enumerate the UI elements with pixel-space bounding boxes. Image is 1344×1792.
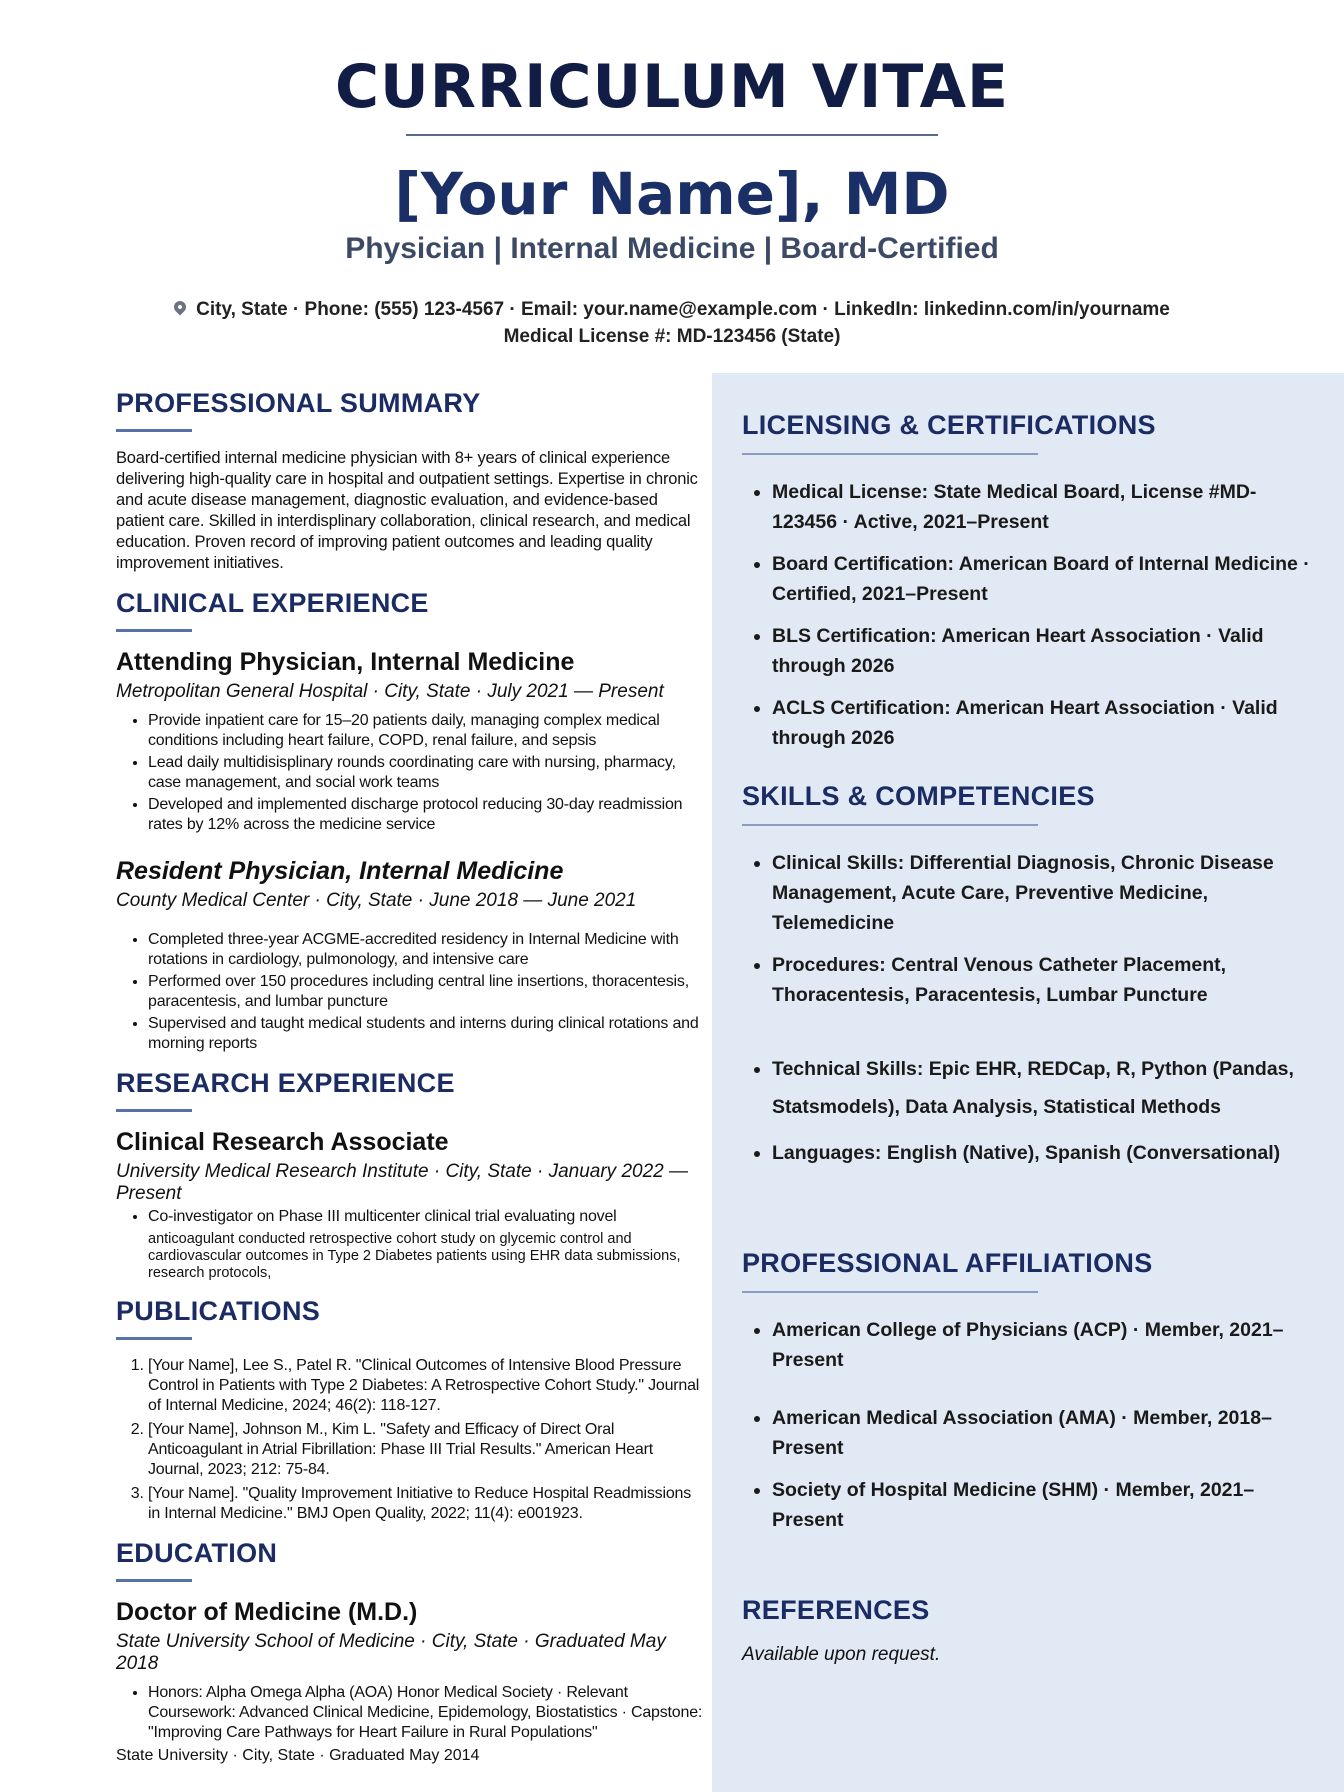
section-rule [742, 453, 1038, 455]
list-item: 3. [Your Name]. "Quality Improvement Initiative to Reduce Hospital Readmissions in Internal Medicine." BMJ Open Quality, 2022; 11(4): e001923. [148, 1484, 706, 1524]
licensing-list [742, 477, 1312, 753]
research-section [116, 1068, 706, 1282]
undergrad-line: State University · City, State · Graduated May 2014 [116, 1747, 480, 1764]
job-title: Resident Physician, Internal Medicine [116, 857, 564, 885]
section-rule [116, 1109, 192, 1112]
section-rule [116, 629, 192, 632]
licensing-section [742, 410, 1312, 753]
list-item: • Medical License: State Medical Board, License #MD-123456 · Active, 2021–Present [772, 477, 1312, 537]
skills-section [742, 781, 1312, 1168]
degree-title: Doctor of Medicine (M.D.) [116, 1598, 418, 1626]
list-item: • Clinical Skills: Differential Diagnosis, Chronic Disease Management, Acute Care, Preventive Medicine, Telemedicine [772, 848, 1312, 938]
contact-block [0, 296, 1344, 350]
job-meta: Metropolitan General Hospital · City, State · July 2021 — Present [116, 681, 664, 702]
section-rule [116, 1337, 192, 1340]
job-title: Clinical Research Associate [116, 1128, 449, 1156]
education-bullets [116, 1683, 706, 1743]
section-rule [116, 429, 192, 432]
list-item: • BLS Certification: American Heart Association · Valid through 2026 [772, 621, 1312, 681]
publication-list [116, 1356, 706, 1524]
list-item: • Technical Skills: Epic EHR, REDCap, R, Python (Pandas, Statsmodels), Data Analysis, Statistical Methods [772, 1050, 1312, 1126]
list-item: • Lead daily multidisisplinary rounds coordinating care with nursing, pharmacy, case management, and social work teams [148, 753, 706, 793]
skills-list [742, 848, 1312, 1168]
list-item: • Society of Hospital Medicine (SHM) · Member, 2021–Present [772, 1475, 1312, 1535]
job-entry [116, 648, 706, 835]
list-item: • Supervised and taught medical students and interns during clinical rotations and morning reports [148, 1014, 706, 1054]
summary-heading: PROFESSIONAL SUMMARY [116, 388, 481, 418]
summary-section [116, 388, 706, 574]
candidate-tagline: Physician | Internal Medicine | Board-Certified [345, 232, 999, 265]
skills-heading: SKILLS & COMPETENCIES [742, 781, 1095, 811]
main-column [116, 388, 706, 1765]
research-heading: RESEARCH EXPERIENCE [116, 1068, 455, 1098]
section-rule [116, 1579, 192, 1582]
list-item: • ACLS Certification: American Heart Association · Valid through 2026 [772, 693, 1312, 753]
contact-line [0, 296, 1344, 323]
publications-heading: PUBLICATIONS [116, 1296, 321, 1326]
list-item: • Honors: Alpha Omega Alpha (AOA) Honor Medical Society · Relevant Coursework: Advanced Clinical Medicine, Epidemology, Biostatistics · Capstone: "Improving Care Pathways for Heart Failure in Rural Populations" [148, 1683, 706, 1743]
job-meta: County Medical Center · City, State · June 2018 — June 2021 [116, 890, 637, 911]
references-section [742, 1595, 1312, 1666]
affiliations-list [742, 1315, 1312, 1535]
list-item: • American College of Physicians (ACP) · Member, 2021–Present [772, 1315, 1312, 1375]
affiliations-heading: PROFESSIONAL AFFILIATIONS [742, 1248, 1153, 1278]
list-item: 2. [Your Name], Johnson M., Kim L. "Safety and Efficacy of Direct Oral Anticoagulant in Atrial Fibrillation: Phase III Trial Results." American Heart Journal, 2023; 212: 75-84. [148, 1420, 706, 1480]
map-pin-icon [172, 298, 189, 315]
education-heading: EDUCATION [116, 1538, 278, 1568]
list-item: • Provide inpatient care for 15–20 patients daily, managing complex medical conditions including heart failure, COPD, renal failure, and sepsis [148, 711, 706, 751]
summary-text: Board-certified internal medicine physician with 8+ years of clinical experience delivering high-quality care in hospital and outpatient settings. Expertise in chronic and acute disease management, diagnostic evaluation, and evidence-based patient care. Skilled in interdisplinary collaboration, clinical research, and medical education. Proven record of improving patient outcomes and leading quality improvement initiatives. [116, 449, 698, 572]
job-title: Attending Physician, Internal Medicine [116, 648, 575, 676]
document-title: CURRICULUM VITAE [334, 52, 1010, 122]
references-text: Available upon request. [742, 1644, 941, 1665]
list-item: • Procedures: Central Venous Catheter Placement, Thoracentesis, Paracentesis, Lumbar Puncture [772, 950, 1312, 1010]
job-entry [116, 857, 706, 1054]
list-item: • Board Certification: American Board of Internal Medicine · Certified, 2021–Present [772, 549, 1312, 609]
references-heading: REFERENCES [742, 1595, 930, 1625]
affiliations-section [742, 1248, 1312, 1535]
publications-section [116, 1296, 706, 1524]
education-section [116, 1538, 706, 1765]
list-item: • Completed three-year ACGME-accredited residency in Internal Medicine with rotations in cardiology, pulmonology, and intensive care [148, 930, 706, 970]
clinical-section [116, 588, 706, 1054]
contact-text: City, State · Phone: (555) 123-4567 · Email: your.name@example.com · LinkedIn: linkedinn.com/in/yourname [196, 299, 1170, 320]
list-item: 1. [Your Name], Lee S., Patel R. "Clinical Outcomes of Intensive Blood Pressure Control in Patients with Type 2 Diabetes: A Retrospective Cohort Study." Journal of Internal Medicine, 2024; 46(2): 118-127. [148, 1356, 706, 1416]
license-line: Medical License #: MD-123456 (State) [503, 326, 841, 347]
job-bullets [116, 930, 706, 1054]
list-item: • Co-investigator on Phase III multicenter clinical trial evaluating novel [148, 1207, 706, 1227]
title-divider [406, 134, 938, 136]
clinical-heading: CLINICAL EXPERIENCE [116, 588, 429, 618]
list-item: • Performed over 150 procedures including central line insertions, thoracentesis, paracentesis, and lumbar puncture [148, 972, 706, 1012]
list-item: • Languages: English (Native), Spanish (Conversational) [772, 1138, 1312, 1168]
candidate-name: [Your Name], MD [394, 160, 950, 228]
degree-meta: State University School of Medicine · City, State · Graduated May 2018 [116, 1631, 666, 1674]
job-bullets [116, 1207, 706, 1227]
list-item: • American Medical Association (AMA) · Member, 2018–Present [772, 1403, 1312, 1463]
section-rule [742, 1291, 1038, 1293]
section-rule [742, 824, 1038, 826]
licensing-heading: LICENSING & CERTIFICATIONS [742, 410, 1156, 440]
list-item: • Developed and implemented discharge protocol reducing 30-day readmission rates by 12% across the medicine service [148, 795, 706, 835]
research-continuation: anticoagulant conducted retrospective cohort study on glycemic control and cardiovascular outcomes in Type 2 Diabetes patients using EHR data submissions, research protocols, [148, 1231, 681, 1281]
job-bullets [116, 711, 706, 835]
sidebar-column [742, 410, 1312, 1666]
job-meta: University Medical Research Institute · City, State · January 2022 — Present [116, 1161, 688, 1204]
